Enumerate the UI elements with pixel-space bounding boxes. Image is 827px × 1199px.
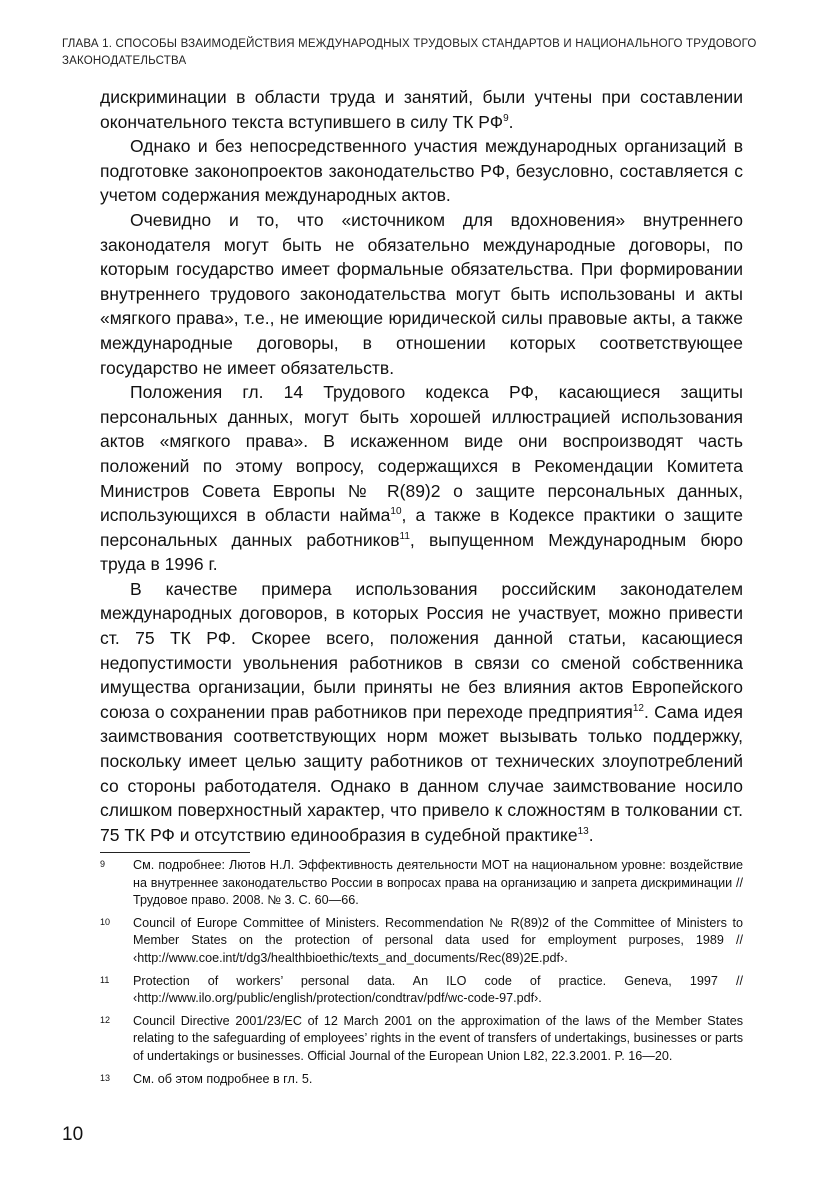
- footnote-reference-13[interactable]: 13: [577, 825, 589, 837]
- paragraph-text: , выпущенном Международным бюро труда в 1996 г.: [100, 529, 743, 575]
- footnote-reference-12[interactable]: 12: [632, 703, 644, 715]
- footnote: [100, 1071, 743, 1089]
- footnote-number: 12: [100, 1014, 111, 1025]
- footnote-number: 10: [100, 916, 111, 927]
- footnote-number: 11: [100, 974, 110, 985]
- footnotes: [100, 857, 743, 1093]
- body-text: [100, 85, 743, 847]
- footnote-text: См. подробнее: Лютов Н.Л. Эффективность деятельности МОТ на национальном уровне: воздействие на внутреннее законодательство России в вопросах права на организацию и запрета дискриминации // Трудовое право. 2008. № 3. С. 60—66.: [133, 858, 743, 908]
- footnote: [100, 1013, 743, 1066]
- footnote-text: Council Directive 2001/23/EC of 12 March 2001 on the approximation of the laws of the Member States relating to the safeguarding of employees’ rights in the event of transfers of undertakings, businesses or parts of undertakings or businesses. Official Journal of the European Union L82, 22.3.2001. P. 16—20.: [133, 1013, 743, 1063]
- paragraph-text: В качестве примера использования российским законодателем международных договоров, в которых Россия не участвует, можно привести ст. 75 ТК РФ. Скорее всего, положения данной статьи, касающиеся недопустимости увольнения работников в связи со сменой собственника имущества организации, были приняты не без влияния актов Европейского союза о сохранении прав работников при переходе предприятия: [100, 578, 743, 722]
- paragraph-text: , а также в Кодексе практики о защите персональных данных работников: [100, 505, 744, 550]
- footnote: [100, 915, 743, 968]
- paragraph-text: .: [508, 111, 514, 132]
- paragraph-text: . Сама идея заимствования соответствующих норм может вызывать только поддержку, поскольку имеет целью защиту работников от технических злоупотреблений со стороны работодателя. Однако в данном случае заимствование носило слишком поверхностный характер, что привело к сложностям в толковании ст. 75 ТК РФ и отсутствию единообразия в судебной практике: [100, 701, 743, 845]
- footnote-text: Protection of workers’ personal data. An ILO code of practice. Geneva, 1997 // ‹http://www.ilo.org/public/english/protection/condtrav/pdf/wc-code-97.pdf›.: [133, 973, 743, 1006]
- footnote-text: Council of Europe Committee of Ministers. Recommendation № R(89)2 of the Committee of Ministers to Member States on the protection of personal data used for employment purposes, 1989 // ‹http://www.coe.int/t/dg3/healthbioethic/texts_and_documents/Rec(89)2E.pdf›.: [133, 915, 743, 965]
- paragraph-text: .: [588, 824, 594, 845]
- footnote-reference-11[interactable]: 11: [399, 530, 410, 542]
- paragraph: [100, 380, 743, 577]
- paragraph-text: дискриминации в области труда и занятий, были учтены при составлении окончательного текста вступившего в силу ТК РФ: [100, 87, 743, 132]
- paragraph: Однако и без непосредственного участия международных организаций в подготовке законопроектов законодательство РФ, безусловно, составляется с учетом содержания международных актов.: [100, 136, 743, 206]
- footnote-reference-10[interactable]: 10: [390, 506, 402, 518]
- footnote-text: См. об этом подробнее в гл. 5.: [133, 1071, 313, 1086]
- footnote-divider: [100, 852, 250, 853]
- paragraph-text: Положения гл. 14 Трудового кодекса РФ, касающиеся защиты персональных данных, могут быть хорошей иллюстрацией использования актов «мягкого права». В искаженном виде они воспроизводят часть положений по этому вопросу, содержащихся в Рекомендации Комитета Министров Совета Европы № R(89)2 о защите персональных данных, использующихся в области найма: [100, 382, 743, 526]
- paragraph-continued: [100, 85, 743, 134]
- page-number: 10: [62, 1124, 84, 1145]
- paragraph: [100, 577, 743, 848]
- footnote-reference-9[interactable]: 9: [503, 112, 509, 124]
- footnote-number: 13: [100, 1072, 111, 1083]
- running-head: ГЛАВА 1. СПОСОБЫ ВЗАИМОДЕЙСТВИЯ МЕЖДУНАРОДНЫХ ТРУДОВЫХ СТАНДАРТОВ И НАЦИОНАЛЬНОГО ТРУДОВОГО ЗАКОНОДАТЕЛЬСТВА: [62, 38, 757, 67]
- footnote: [100, 857, 743, 910]
- footnote: [100, 973, 743, 1008]
- paragraph: Очевидно и то, что «источником для вдохновения» внутреннего законодателя могут быть не обязательно международные договоры, по которым государство имеет формальные обязательства. При формировании внутреннего трудового законодательства могут быть использованы и акты «мягкого права», т.е., не имеющие юридической силы правовые акты, а также международные договоры, в отношении которых соответствующее государство не имеет обязательств.: [100, 209, 743, 378]
- footnote-number: 9: [100, 859, 106, 869]
